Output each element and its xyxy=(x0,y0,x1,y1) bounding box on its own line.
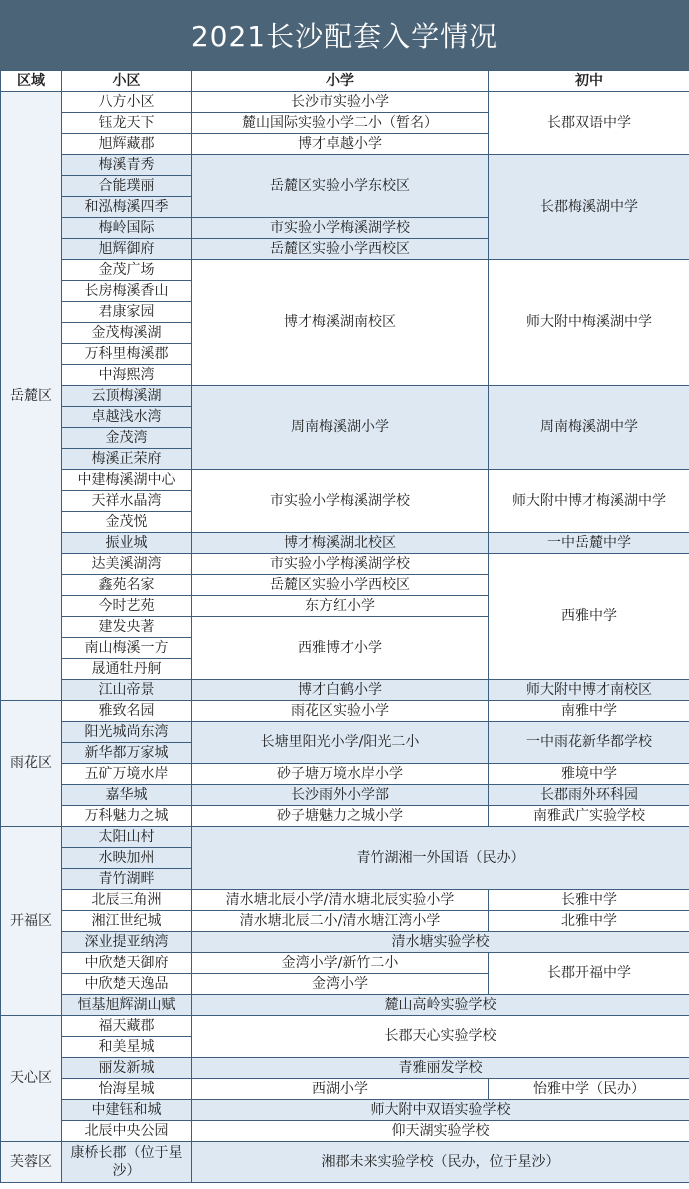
primary-cell: 金湾小学/新竹二小 xyxy=(192,953,489,974)
primary-cell: 西雅博才小学 xyxy=(192,617,489,680)
primary-cell: 长沙雨外小学部 xyxy=(192,785,489,806)
table-row xyxy=(1,1121,689,1142)
community-cell: 青竹湖畔 xyxy=(62,869,192,890)
district-cell: 天心区 xyxy=(1,1016,62,1142)
community-cell: 康桥长郡（位于星沙） xyxy=(62,1142,192,1183)
table-row xyxy=(1,764,689,785)
school-cell: 湘郡未来实验学校（民办，位于星沙） xyxy=(192,1142,689,1183)
community-cell: 梅岭国际 xyxy=(62,218,192,239)
primary-cell: 市实验小学梅溪湖学校 xyxy=(192,218,489,239)
middle-cell: 周南梅溪湖中学 xyxy=(489,386,689,470)
middle-cell: 南雅武广实验学校 xyxy=(489,806,689,827)
primary-cell: 博才梅溪湖北校区 xyxy=(192,533,489,554)
community-cell: 阳光城尚东湾 xyxy=(62,722,192,743)
community-cell: 北辰三角洲 xyxy=(62,890,192,911)
community-cell: 达美溪湖湾 xyxy=(62,554,192,575)
primary-cell: 清水塘北辰二小/清水塘江湾小学 xyxy=(192,911,489,932)
table-row xyxy=(1,1079,689,1100)
community-cell: 梅溪正荣府 xyxy=(62,449,192,470)
table-row xyxy=(1,701,689,722)
middle-cell: 长郡开福中学 xyxy=(489,953,689,995)
middle-cell: 怡雅中学（民办） xyxy=(489,1079,689,1100)
community-cell: 中海熙湾 xyxy=(62,365,192,386)
community-cell: 和美星城 xyxy=(62,1037,192,1058)
district-cell: 雨花区 xyxy=(1,701,62,827)
table-row xyxy=(1,1142,689,1183)
table-row xyxy=(1,722,689,743)
community-cell: 八方小区 xyxy=(62,92,192,113)
community-cell: 北辰中央公园 xyxy=(62,1121,192,1142)
community-cell: 深业提亚纳湾 xyxy=(62,932,192,953)
primary-cell: 博才卓越小学 xyxy=(192,134,489,155)
community-cell: 旭辉御府 xyxy=(62,239,192,260)
community-cell: 梅溪青秀 xyxy=(62,155,192,176)
community-cell: 今时艺苑 xyxy=(62,596,192,617)
primary-cell: 长沙市实验小学 xyxy=(192,92,489,113)
community-cell: 金茂湾 xyxy=(62,428,192,449)
middle-cell: 一中岳麓中学 xyxy=(489,533,689,554)
primary-cell: 金湾小学 xyxy=(192,974,489,995)
district-cell: 芙蓉区 xyxy=(1,1142,62,1183)
community-cell: 金茂梅溪湖 xyxy=(62,323,192,344)
primary-cell: 砂子塘万境水岸小学 xyxy=(192,764,489,785)
school-cell: 仰天湖实验学校 xyxy=(192,1121,689,1142)
community-cell: 旭辉藏郡 xyxy=(62,134,192,155)
table-row xyxy=(1,1100,689,1121)
community-cell: 中欣楚天御府 xyxy=(62,953,192,974)
table-row xyxy=(1,785,689,806)
middle-cell: 北雅中学 xyxy=(489,911,689,932)
community-cell: 君康家园 xyxy=(62,302,192,323)
community-cell: 嘉华城 xyxy=(62,785,192,806)
primary-cell: 雨花区实验小学 xyxy=(192,701,489,722)
primary-cell: 西湖小学 xyxy=(192,1079,489,1100)
school-table xyxy=(0,70,689,1183)
middle-cell: 师大附中梅溪湖中学 xyxy=(489,260,689,386)
table-row xyxy=(1,680,689,701)
header-community: 小区 xyxy=(62,71,192,92)
community-cell: 丽发新城 xyxy=(62,1058,192,1079)
community-cell: 新华都万家城 xyxy=(62,743,192,764)
table-row xyxy=(1,890,689,911)
table-row xyxy=(1,1016,689,1037)
community-cell: 太阳山村 xyxy=(62,827,192,848)
primary-cell: 清水塘北辰小学/清水塘北辰实验小学 xyxy=(192,890,489,911)
school-cell: 麓山高岭实验学校 xyxy=(192,995,689,1016)
table-row xyxy=(1,260,689,281)
primary-cell: 东方红小学 xyxy=(192,596,489,617)
community-cell: 湘江世纪城 xyxy=(62,911,192,932)
primary-cell: 岳麓区实验小学西校区 xyxy=(192,239,489,260)
community-cell: 中欣楚天逸品 xyxy=(62,974,192,995)
middle-cell: 南雅中学 xyxy=(489,701,689,722)
header-row xyxy=(1,71,689,92)
middle-cell: 师大附中博才梅溪湖中学 xyxy=(489,470,689,533)
school-cell: 长郡天心实验学校 xyxy=(192,1016,689,1058)
community-cell: 江山帝景 xyxy=(62,680,192,701)
middle-cell: 一中雨花新华都学校 xyxy=(489,722,689,764)
community-cell: 万科魅力之城 xyxy=(62,806,192,827)
community-cell: 云顶梅溪湖 xyxy=(62,386,192,407)
table-row xyxy=(1,533,689,554)
primary-cell: 砂子塘魅力之城小学 xyxy=(192,806,489,827)
school-cell: 师大附中双语实验学校 xyxy=(192,1100,689,1121)
table-row xyxy=(1,470,689,491)
table-row xyxy=(1,554,689,575)
header-district: 区域 xyxy=(1,71,62,92)
school-cell: 青雅丽发学校 xyxy=(192,1058,689,1079)
community-cell: 天祥水晶湾 xyxy=(62,491,192,512)
middle-cell: 长郡梅溪湖中学 xyxy=(489,155,689,260)
community-cell: 晟通牡丹舸 xyxy=(62,659,192,680)
community-cell: 金茂广场 xyxy=(62,260,192,281)
primary-cell: 市实验小学梅溪湖学校 xyxy=(192,470,489,533)
community-cell: 中建钰和城 xyxy=(62,1100,192,1121)
community-cell: 南山梅溪一方 xyxy=(62,638,192,659)
table-row xyxy=(1,827,689,848)
middle-cell: 长郡雨外环科园 xyxy=(489,785,689,806)
table-row xyxy=(1,806,689,827)
middle-cell: 长郡双语中学 xyxy=(489,92,689,155)
primary-cell: 麓山国际实验小学二小（暂名） xyxy=(192,113,489,134)
table-row xyxy=(1,155,689,176)
community-cell: 恒基旭辉湖山赋 xyxy=(62,995,192,1016)
middle-cell: 雅境中学 xyxy=(489,764,689,785)
primary-cell: 博才梅溪湖南校区 xyxy=(192,260,489,386)
header-primary: 小学 xyxy=(192,71,489,92)
primary-cell: 长塘里阳光小学/阳光二小 xyxy=(192,722,489,764)
primary-cell: 岳麓区实验小学东校区 xyxy=(192,155,489,218)
table-row xyxy=(1,386,689,407)
community-cell: 水映加州 xyxy=(62,848,192,869)
community-cell: 怡海星城 xyxy=(62,1079,192,1100)
community-cell: 万科里梅溪郡 xyxy=(62,344,192,365)
community-cell: 中建梅溪湖中心 xyxy=(62,470,192,491)
district-cell: 开福区 xyxy=(1,827,62,1016)
community-cell: 鑫苑名家 xyxy=(62,575,192,596)
community-cell: 五矿万境水岸 xyxy=(62,764,192,785)
community-cell: 钰龙天下 xyxy=(62,113,192,134)
community-cell: 长房梅溪香山 xyxy=(62,281,192,302)
table-row xyxy=(1,1058,689,1079)
community-cell: 建发央著 xyxy=(62,617,192,638)
middle-cell: 师大附中博才南校区 xyxy=(489,680,689,701)
community-cell: 振业城 xyxy=(62,533,192,554)
community-cell: 金茂悦 xyxy=(62,512,192,533)
table-row xyxy=(1,932,689,953)
header-middle: 初中 xyxy=(489,71,689,92)
school-cell: 清水塘实验学校 xyxy=(192,932,689,953)
primary-cell: 市实验小学梅溪湖学校 xyxy=(192,554,489,575)
primary-cell: 周南梅溪湖小学 xyxy=(192,386,489,470)
community-cell: 合能璞丽 xyxy=(62,176,192,197)
table-row xyxy=(1,92,689,113)
middle-cell: 长雅中学 xyxy=(489,890,689,911)
middle-cell: 西雅中学 xyxy=(489,554,689,680)
community-cell: 福天藏郡 xyxy=(62,1016,192,1037)
community-cell: 和泓梅溪四季 xyxy=(62,197,192,218)
district-cell: 岳麓区 xyxy=(1,92,62,701)
primary-cell: 岳麓区实验小学西校区 xyxy=(192,575,489,596)
table-row xyxy=(1,953,689,974)
page-title: 2021长沙配套入学情况 xyxy=(0,0,689,70)
table-row xyxy=(1,911,689,932)
school-cell: 青竹湖湘一外国语（民办） xyxy=(192,827,689,890)
community-cell: 雅致名园 xyxy=(62,701,192,722)
table-row xyxy=(1,995,689,1016)
primary-cell: 博才白鹤小学 xyxy=(192,680,489,701)
community-cell: 卓越浅水湾 xyxy=(62,407,192,428)
